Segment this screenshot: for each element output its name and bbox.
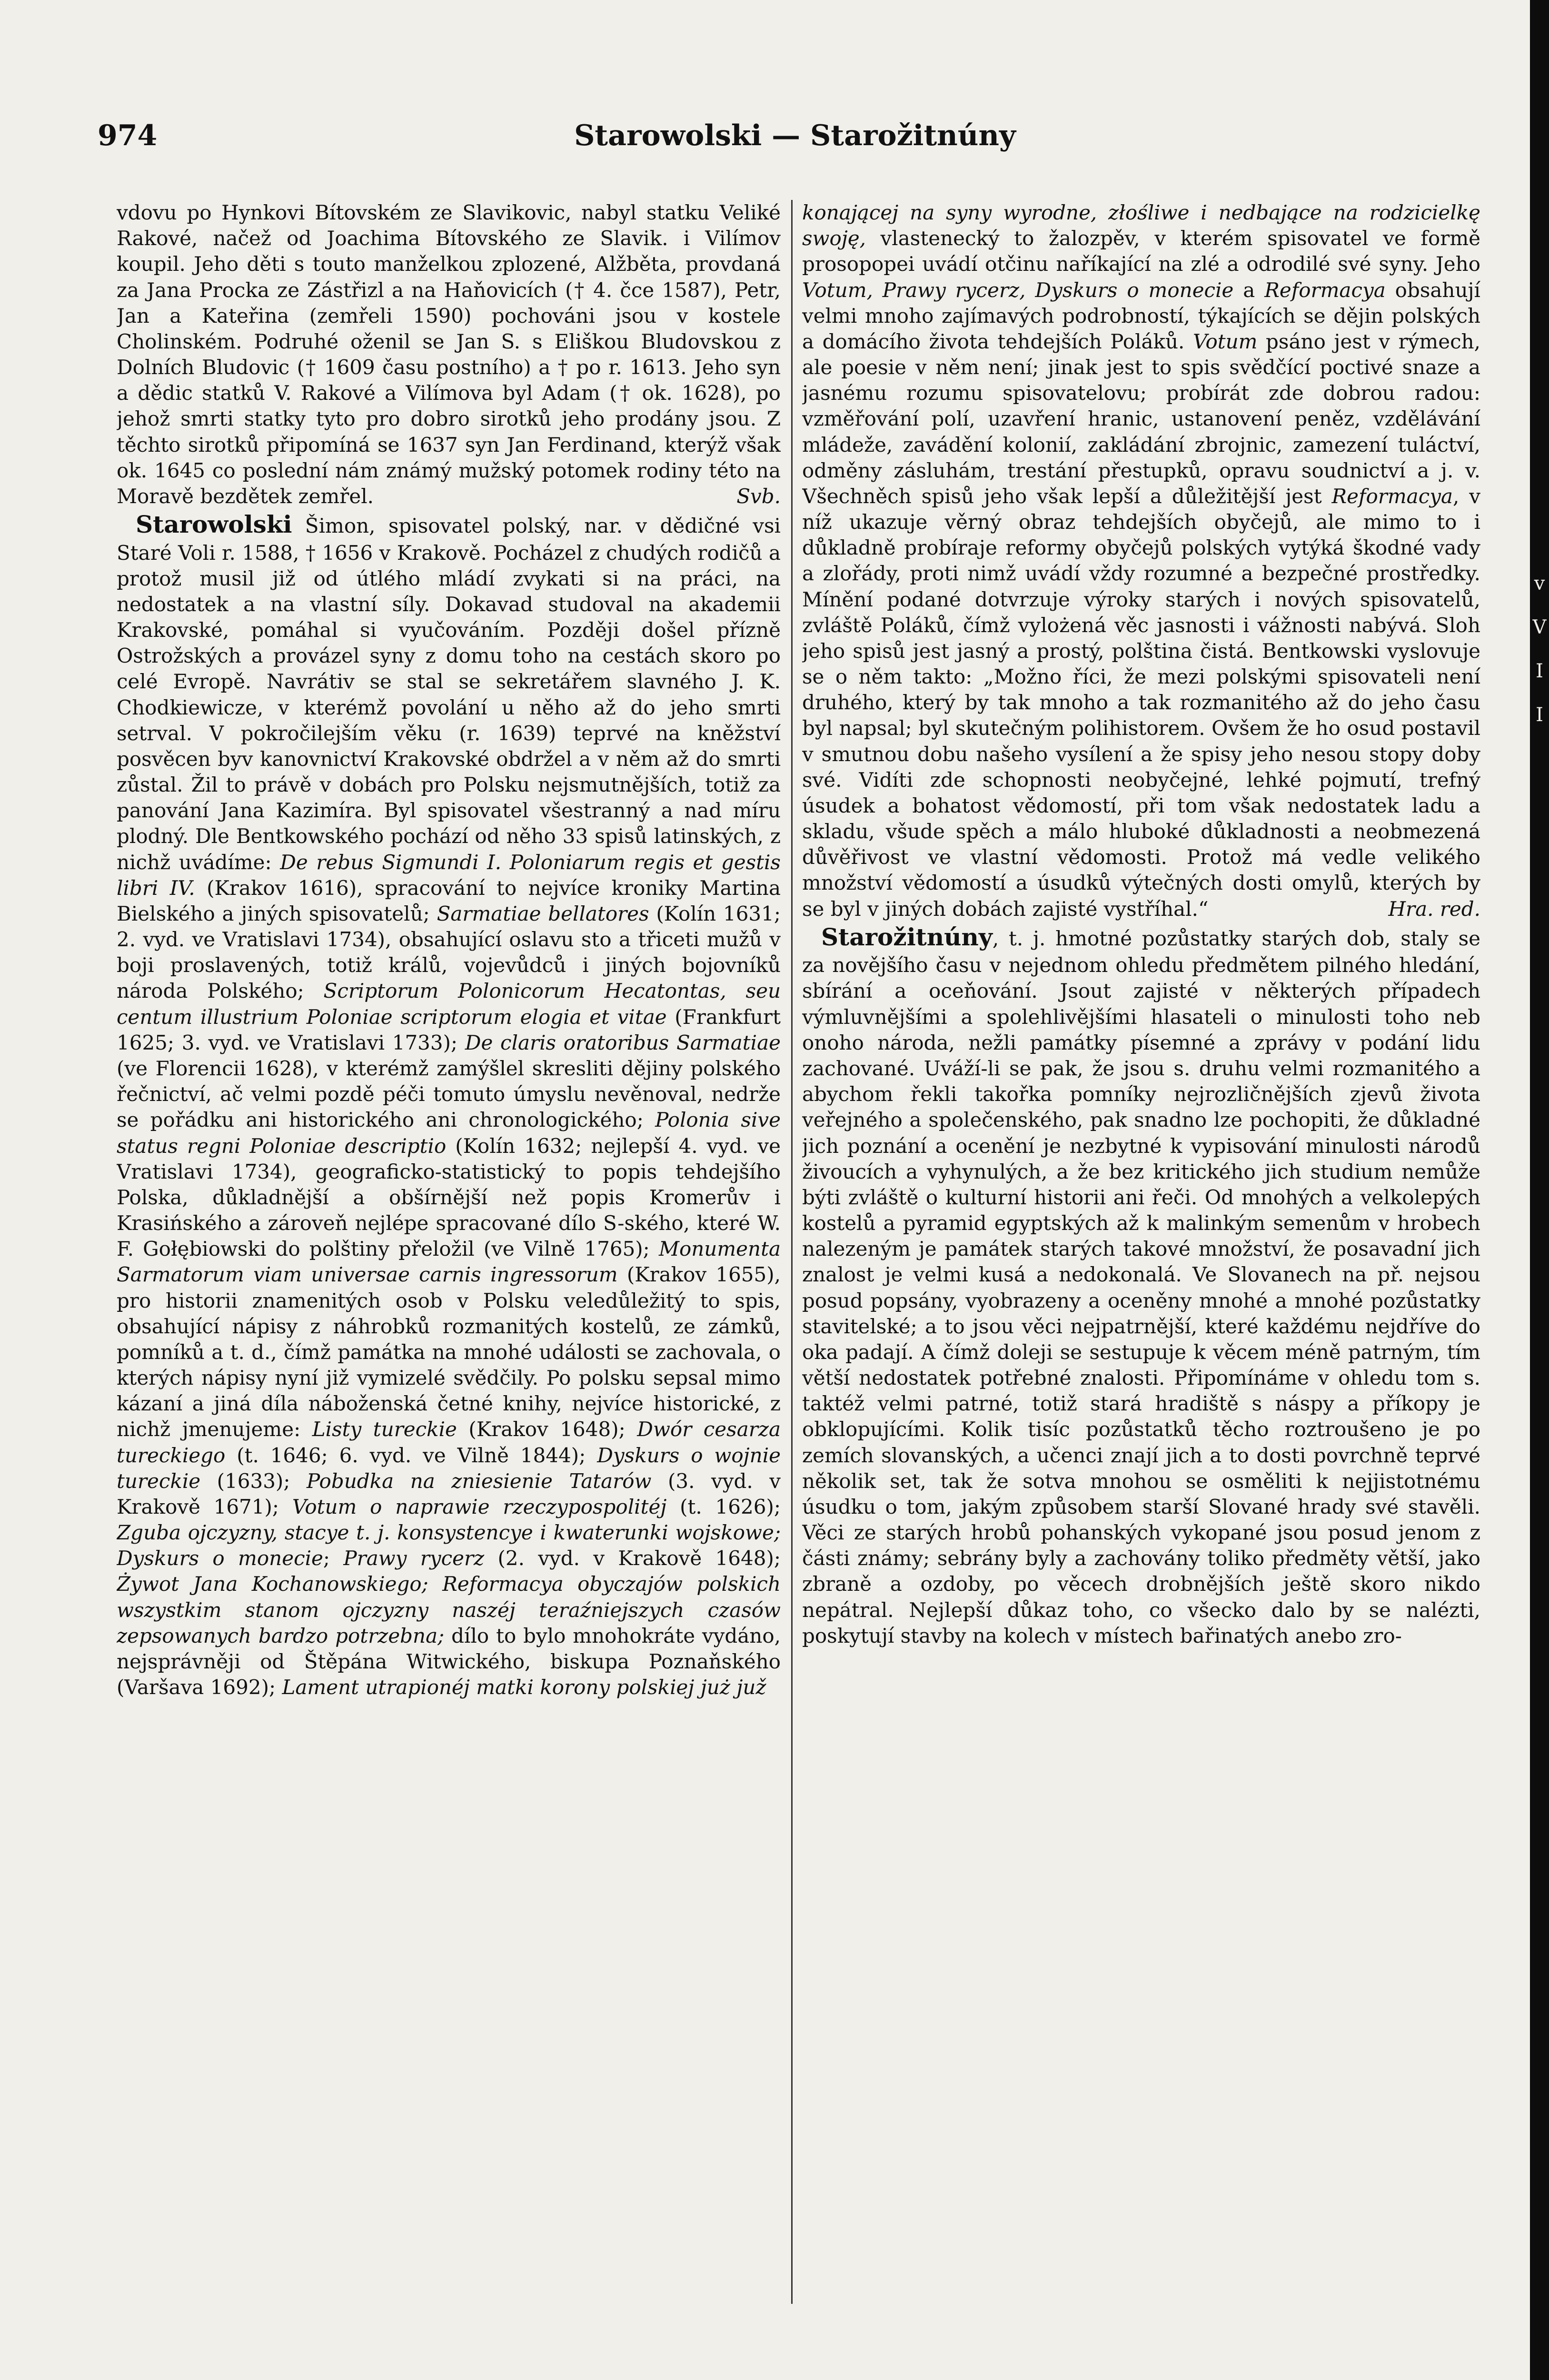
- entry-text: vlastenecký to žalozpěv, v kterém spisovatel ve formě prosopopei uvádí otčinu naříkající na zlé a odrodilé své syny. Jeho: [802, 227, 1480, 276]
- entry-text: ;: [323, 1547, 344, 1570]
- edge-fragment: v: [1534, 573, 1545, 595]
- author-signature: Hra. red.: [1388, 897, 1480, 921]
- work-title: Zguba ojczyzny, stacye t. j. konsystencye i kwaterunki wojskowe; Dyskurs o monecie: [117, 1521, 781, 1570]
- page-header: [98, 119, 1492, 162]
- edge-fragments: [1531, 562, 1548, 737]
- work-title: Pobudka na zniesienie Tatarów: [307, 1469, 652, 1493]
- entry-headword: Starožitnúny: [821, 922, 993, 951]
- entry-text: (1633);: [200, 1469, 307, 1493]
- work-title: Reformacya: [1331, 484, 1453, 508]
- entry-text: (2. vyd. v Krakově 1648);: [484, 1547, 781, 1570]
- entry-text: a: [1233, 278, 1265, 302]
- encyclopedia-entry: [117, 509, 781, 1700]
- work-title: Listy tureckie: [312, 1418, 457, 1441]
- author-signature: Svb.: [736, 484, 781, 508]
- entry-text: (t. 1626);: [666, 1495, 781, 1518]
- work-title: Votum o naprawie rzeczypospolitéj: [292, 1495, 667, 1518]
- entry-text: (ve Florencii 1628), v kterémž zamýšlel skresliti dějiny polského řečnictví, ač velmi pozdě péči tomuto úmyslu nevěnoval, nedrže se pořádku ani historického ani chronologického;: [117, 1057, 781, 1132]
- entry-text: psáno jest v rýmech, ale poesie v něm není; jinak jest to spis svědčící poctivé snaze a jasnému rozumu spisovatelovu; probírát zde dobrou radou: vzměřování polí, uzavření hranic, ustanovení peněz, vzdělávání mládeže, zavádění kolonií, zakládání zbrojnic, zamezení tuláctví, odměny zásluhám, trestání přestupků, opravu soudnictví a j. v. Všechněch spisů jeho však lepší a důležitější jest: [802, 329, 1480, 508]
- work-title: Żywot Jana Kochanowskiego; Reformacya obyczajów polskich wszystkim stanom ojczyzny naszéj teraźniejszych czasów zepsowanych bardzo potrzebna;: [117, 1572, 781, 1647]
- encyclopedia-entry: Starožitnúny, t. j. hmotné pozůstatky starých dob, staly se za novějšího času v nejednom ohledu předmětem pilného hledání, sbírání a oceňování. Jsout zajisté v některých případech výmluvnějšími a spolehlivějšími hlasateli o minulosti toho neb onoho národa, nežli památky písemné a zprávy v podání lidu zachované. Uváží-li se pak, že jsou s. druhu velmi rozmanitého a abychom řekli takořka pomníky nejrozličnějších zjevů života veřejného a společenského, pak snadno lze pochopiti, že důkladné jich poznání a ocenění je nezbytné k vypisování minulosti národů živoucích a vyhynulých, a že bez kritického jich studium nemůže býti zvláště o kulturní historii ani řeči. Od mnohých a velkolepých kostelů a pyramid egyptských až k malinkým semenům v hrobech nalezeným je památek starých takové množství, že posavadní jich znalost je velmi kusá a nedokonalá. Ve Slovanech na př. nejsou posud popsány, vyobrazeny a oceněny mnohé a mnohé pozůstatky stavitelské; a to jsou věci nejpatrnější, které každému nejdříve do oka padají. A čímž doleji se sestupuje k věcem méně patrným, tím větší nedostatek potřebné znalosti. Připomínáme v ohledu tom s. taktéž velmi patrné, totiž stará hradiště s náspy a příkopy je obklopujícími. Kolik tisíc pozůstatků těcho roztroušeno je po zemích slovanských, a učenci znají jich a to dosti povrchně teprvé několik set, tak že sotva mnohou se osměliti k nejjistotnému úsudku o tom, jakým způsobem starší Slované hrady své stavěli. Věci ze starých hrobů pohanských vykopané jsou posud jenom z části známy; sebrány byly a zachovány toliko předměty větší, jako zbraně a ozdoby, po věcech drobnějších ještě skoro nikdo nepátral. Nejlepší důkaz toho, co všecko dalo by se nalézti, poskytují stavby na kolech v místech bařinatých anebo zro-: [802, 922, 1480, 1647]
- entry-text: (Krakov 1648);: [457, 1418, 637, 1441]
- edge-fragment: I: [1536, 704, 1543, 726]
- right-column: [802, 200, 1480, 2323]
- edge-fragment: I: [1536, 660, 1543, 682]
- work-title: Polonia sive status regni Poloniae descriptio: [117, 1108, 781, 1158]
- work-title: Votum, Prawy rycerz, Dyskurs o monecie: [802, 278, 1234, 302]
- entry-text: t. j. hmotné pozůstatky starých dob, staly se za novějšího času v nejednom ohledu předmětem pilného hledání, sbírání a oceňování. Jsout zajisté v některých případech výmluvnějšími a spolehlivějšími hlasateli o minulosti toho neb onoho národa, nežli památky písemné a zprávy v podání lidu zachované. Uváží-li se pak, že jsou s. druhu velmi rozmanitého a abychom řekli takořka pomníky nejrozličnějších zjevů života veřejného a společenského, pak snadno lze pochopiti, že důkladné jich poznání a ocenění je nezbytné k vypisování minulosti národů živoucích a vyhynulých, a že bez kritického jich studium nemůže býti zvláště o kulturní historii ani řeči. Od mnohých a velkolepých kostelů a pyramid egyptských až k malinkým semenům v hrobech nalezeným je památek starých takové množství, že posavadní jich znalost je velmi kusá a nedokonalá. Ve Slovanech na př. nejsou posud popsány, vyobrazeny a oceněny mnohé a mnohé pozůstatky stavitelské; a to jsou věci nejpatrnější, které každému nejdříve do oka padají. A čímž doleji se sestupuje k věcem méně patrným, tím větší nedostatek potřebné znalosti. Připomínáme v ohledu tom s. taktéž velmi patrné, totiž stará hradiště s náspy a příkopy je obklopujícími. Kolik tisíc pozůstatků těcho roztroušeno je po zemích slovanských, a učenci znají jich a to dosti povrchně teprvé několik set, tak že sotva mnohou se osměliti k nejjistotnému úsudku o tom, jakým způsobem starší Slované hrady své stavěli. Věci ze starých hrobů pohanských vykopané jsou posud jenom z části známy; sebrány byly a zachovány toliko předměty větší, jako zbraně a ozdoby, po věcech drobnějších ještě skoro nikdo nepátral. Nejlepší důkaz toho, co všecko dalo by se nalézti, poskytují stavby na kolech v místech bařinatých anebo zro-: [802, 926, 1480, 1647]
- entry-text: , v níž ukazuje věrný obraz tehdejších obyčejů, ale mimo to i důkladně probíraje reformy obyčejů polských vytýká škodné vady a zlořády, proti nimž uvádí vždy rozumné a bezpečné prostředky. Mínění podané dotvrzuje výroky starých i nových spisovatelů, zvláště Poláků, čímž vylożená věc jasnosti i vážnosti nabývá. Sloh jeho spisů jest jasný a prostý, polština čistá. Bentkowski vyslovuje se o něm takto: „Možno říci, že mezi polskými spisovateli není druhého, který by tak mnoho a tak rozmanitého až do jeho času byl napsal; byl skutečným polihistorem. Ovšem že ho osud postavil v smutnou dobu našeho vysílení a že spisy jeho nesou stopy doby své. Vidíti zde schopnosti neobyčejné, lehké pojmutí, trefný úsudek a bohatost vědomostí, při tom však nedostatek ladu a skladu, všude spěch a málo hluboké důkladnosti a neobmezená důvěřivost ve vlastní vědomosti. Protož má vedle velikého množství vědomostí a úsudků výtečných dosti omylů, kterých by se byl v jiných dobách zajisté vystříhal.“: [802, 484, 1480, 921]
- left-column: [117, 200, 781, 2323]
- entry-text: (t. 1646; 6. vyd. ve Vilně 1844);: [225, 1443, 597, 1467]
- entry-text: (Kolín 1631; 2. vyd. ve Vratislavi 1734), obsahující oslavu sto a třiceti mužů v boji proslavených, totiž králů, vojevůdců i jiných bojovníků národa Polského;: [117, 902, 781, 1003]
- work-title: Sarmatiae bellatores: [437, 902, 649, 925]
- work-title: De rebus Sigmundi I. Poloniarum regis et gestis libri IV.: [117, 850, 781, 900]
- paragraph-text: vdovu po Hynkovi Bítovském ze Slavikovic, nabyl statku Veliké Rakové, načež od Joachima Bítovského ze Slavik. i Vilímov koupil. Jeho děti s touto manželkou zplozené, Alžběta, provdaná za Jana Procka ze Zástřizl a na Haňovicích († 4. čce 1587), Petr, Jan a Kateřina (zemřeli 1590) pochováni jsou v kostele Cholinském. Podruhé oženil se Jan S. s Eliškou Bludovskou z Dolních Bludovic († 1609 času postního) a † po r. 1613. Jeho syn a dědic statků V. Rakové a Vilímova byl Adam († ok. 1628), po jehož smrti statky tyto pro dobro sirotků jeho prodány jsou. Z těchto sirotků připomíná se 1637 syn Jan Ferdinand, kterýž však ok. 1645 co poslední nám známý mužský potomek rodiny této na Moravě bezdětek zemřel.: [117, 201, 781, 508]
- page-number: 974: [98, 119, 158, 152]
- entry-text: dílo to bylo mnohokráte vydáno, nejsprávněji od Štěpána Witwického, biskupa Poznaňského (Varšava 1692);: [117, 1624, 781, 1699]
- work-title: Dyskurs o wojnie tureckie: [117, 1443, 781, 1493]
- work-title: Lament utrapionéj matki korony polskiej już juž: [282, 1676, 766, 1699]
- edge-fragment: V: [1532, 616, 1547, 638]
- entry-text: (Krakov 1655), pro historii znamenitých osob v Polsku veledůležitý to spis, obsahující nápisy z náhrobků rozmanitých kostelů, ze zámků, pomníků a t. d., čímž památka na mnohé události se zachovala, o kterých nápisy nyní již vymizelé svědčily. Po polsku sepsal mimo kázaní a jiná díla náboženská četné knihy, nejvíce historické, z nichž jmenujeme:: [117, 1263, 781, 1441]
- work-title: De claris oratoribus Sarmatiae: [465, 1031, 781, 1054]
- column-divider: [791, 200, 793, 2304]
- entry-text: (Krakov 1616), spracování to nejvíce kroniky Martina Bielského a jiných spisovatelů;: [117, 876, 781, 925]
- paragraph: [117, 200, 781, 509]
- entry-text: (Kolín 1632; nejlepší 4. vyd. ve Vratislavi 1734), geograficko-statistický to popis tehdejšího Polska, důkladnější a obšírnější než popis Kromerův i Krasińského a zároveň nejlépe spracované dílo S-ského, které W. F. Gołębiowski do polštiny přeložil (ve Vilně 1765);: [117, 1134, 781, 1261]
- entry-headword: Starowolski: [136, 510, 292, 539]
- work-title: Monumenta Sarmatorum viam universae carnis ingressorum: [117, 1237, 781, 1287]
- work-title: Dwór cesarza tureckiego: [117, 1418, 781, 1467]
- work-title: Reformacya: [1264, 278, 1386, 302]
- work-title: konającej na syny wyrodne, złośliwe i nedbające na rodzicielkę swoję,: [802, 201, 1480, 250]
- work-title: Scriptorum Polonicorum Hecatontas, seu centum illustrium Poloniae scriptorum elogia et vitae: [117, 979, 781, 1029]
- paragraph: [802, 200, 1480, 922]
- entry-text: Šimon, spisovatel polský, nar. v dědičné vsi Staré Voli r. 1588, † 1656 v Krakově. Pocházel z chudých rodičů a protož musil již od útlého mládí zvykati si na práci, na nedostatek a na vlastní síly. Dokavad studoval na akademii Krakovské, pomáhal si vyučováním. Později došel přízně Ostrožských a provázel syny z domu toho na cestách skoro po celé Evropě. Navrátiv se stal se sekretářem slavného J. K. Chodkiewicze, v kterémž povolání u něho až do jeho smrti setrval. V pokročilejším věku (r. 1639) teprvé na kněžství posvěcen byv kanovnictví Krakovské obdržel a v něm až do smrti zůstal. Žil to právě v dobách pro Polsku nejsmutnějších, totiž za panování Jana Kazimíra. Byl spisovatel všestranný a nad míru plodný. Dle Bentkowského pochází od něho 33 spisů latinských, z nichž uvádíme:: [117, 514, 781, 874]
- entry-text: obsahují velmi mnoho zajímavých podrobností, týkajících se dějin polských a domácího života tehdejších Poláků.: [802, 278, 1480, 353]
- entry-text: (3. vyd. v Krakově 1671);: [117, 1469, 781, 1518]
- running-title: Starowolski — Starožitnúny: [574, 119, 1016, 152]
- entry-text: (Frankfurt 1625; 3. vyd. ve Vratislavi 1733);: [117, 1005, 781, 1054]
- page-edge: [1530, 0, 1549, 2380]
- work-title: Prawy rycerz: [343, 1547, 485, 1570]
- work-title: Votum: [1192, 329, 1258, 353]
